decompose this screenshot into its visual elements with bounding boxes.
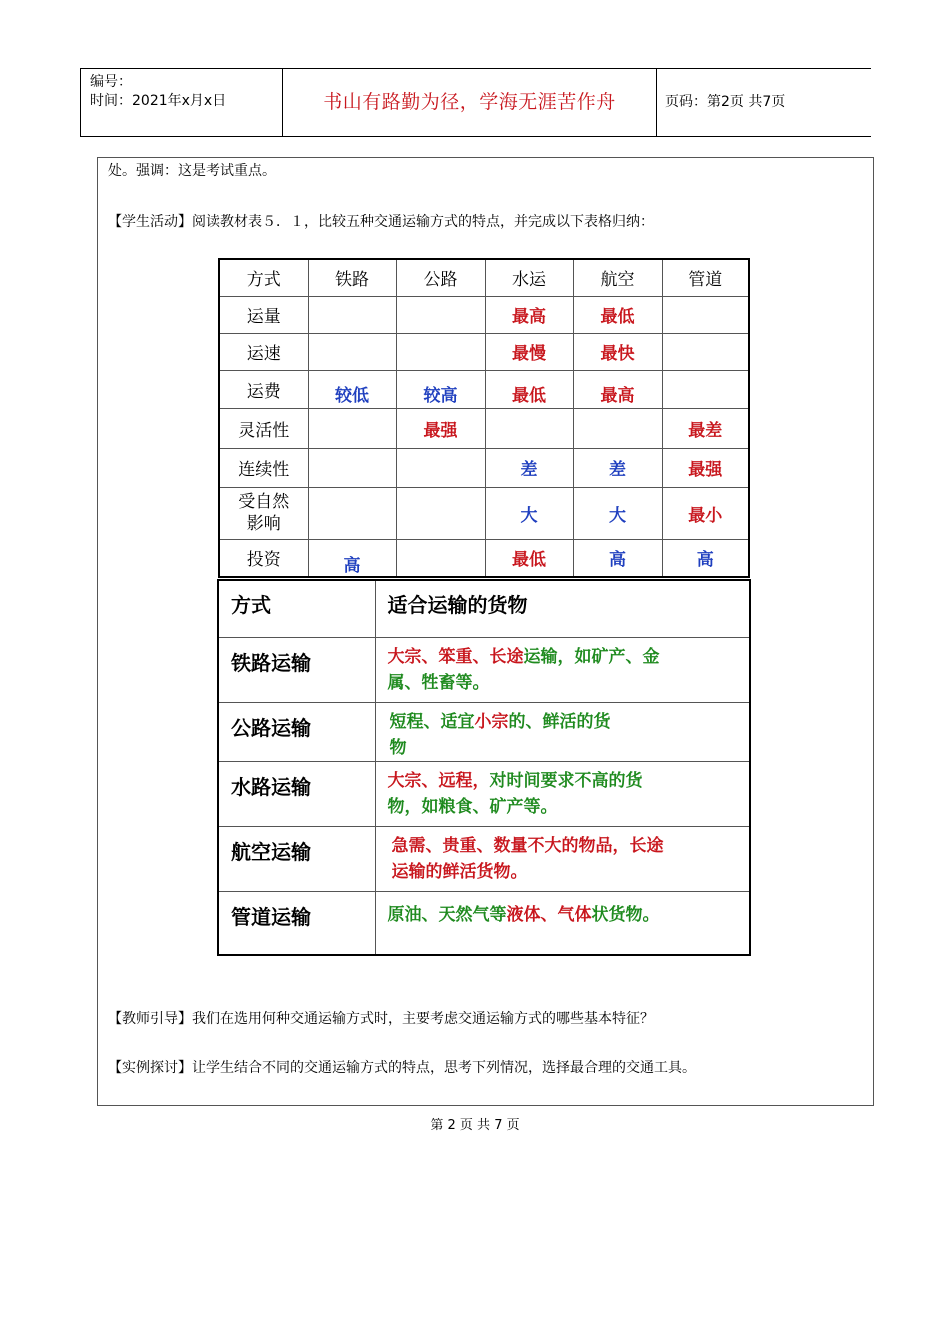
table-cell: 最小	[662, 487, 749, 539]
table-cell: 大	[485, 487, 573, 539]
cargo-header-row	[218, 580, 750, 637]
cargo-mode: 管道运输	[218, 891, 375, 955]
header-cell: 水运	[485, 259, 573, 296]
table-cell: 较高	[396, 370, 485, 408]
cargo-text: 急需、贵重、数量不大的物品，长途	[391, 835, 664, 856]
cargo-goods	[375, 702, 750, 761]
number-label: 编号：	[90, 74, 132, 90]
cargo-row-rail	[218, 637, 750, 702]
cargo-text: 原油、天然气等	[387, 904, 507, 925]
table-cell: 最强	[662, 448, 749, 487]
table-cell	[396, 296, 485, 333]
comparison-table	[218, 258, 750, 578]
header-cell: 铁路	[308, 259, 396, 296]
cargo-mode: 铁路运输	[218, 637, 375, 702]
cargo-header-mode: 方式	[218, 580, 375, 637]
table-cell	[308, 448, 396, 487]
cargo-mode: 水路运输	[218, 761, 375, 826]
table-cell: 最低	[485, 539, 573, 577]
cargo-text: 状货物。	[591, 904, 660, 925]
student-activity: 【学生活动】阅读教材表５．１，比较五种交通运输方式的特点，并完成以下表格归纳：	[108, 214, 654, 230]
cargo-text: 运输，如矿产、金	[523, 646, 660, 667]
row-label: 运费	[219, 370, 308, 408]
table-cell	[396, 539, 485, 577]
table-cell	[396, 333, 485, 370]
cargo-text: 液体、气体	[506, 904, 592, 925]
table-row	[219, 370, 749, 408]
cargo-goods	[375, 761, 750, 826]
header-cell: 方式	[219, 259, 308, 296]
table-header-row	[219, 259, 749, 296]
page-footer: 第 2 页 共 7 页	[430, 1118, 520, 1133]
table-cell: 差	[485, 448, 573, 487]
cargo-text: 对时间要求不高的货	[489, 770, 643, 791]
table-cell: 最差	[662, 408, 749, 448]
table-row	[219, 296, 749, 333]
header-motto: 书山有路勤为径，学海无涯苦作舟	[283, 69, 657, 136]
cargo-table	[217, 579, 751, 956]
table-cell: 大	[573, 487, 662, 539]
table-cell: 高	[662, 539, 749, 577]
table-cell: 较低	[308, 370, 396, 408]
table-cell	[308, 487, 396, 539]
example-discussion: 【实例探讨】让学生结合不同的交通运输方式的特点，思考下列情况，选择最合理的交通工具。	[108, 1060, 696, 1076]
row-label: 连续性	[219, 448, 308, 487]
cargo-text: 的、鲜活的货	[508, 711, 611, 732]
row-label-line: 受自然	[238, 492, 290, 512]
header-cell: 管道	[662, 259, 749, 296]
cargo-text: 属、牲畜等。	[387, 672, 490, 693]
table-cell: 最低	[485, 370, 573, 408]
cargo-row-water	[218, 761, 750, 826]
table-cell	[396, 487, 485, 539]
table-row	[219, 487, 749, 539]
cargo-text: 物	[389, 737, 407, 758]
cargo-text: 大宗、远程，	[387, 770, 490, 791]
table-cell: 最慢	[485, 333, 573, 370]
row-label: 运量	[219, 296, 308, 333]
table-cell	[308, 333, 396, 370]
table-cell: 高	[573, 539, 662, 577]
cargo-text: 运输的鲜活货物。	[391, 861, 528, 882]
row-label: 灵活性	[219, 408, 308, 448]
table-cell: 差	[573, 448, 662, 487]
table-cell: 最强	[396, 408, 485, 448]
table-row	[219, 333, 749, 370]
row-label-line: 影响	[246, 514, 281, 534]
table-cell	[485, 408, 573, 448]
row-label	[219, 487, 308, 539]
table-cell	[662, 296, 749, 333]
time-label: 时间：2021年x月x日	[90, 93, 227, 109]
cargo-mode: 航空运输	[218, 826, 375, 891]
table-cell: 最高	[485, 296, 573, 333]
table-cell: 最快	[573, 333, 662, 370]
cargo-text: 小宗	[474, 711, 509, 732]
cargo-goods	[375, 637, 750, 702]
header-page-code: 页码：第2页 共7页	[665, 94, 786, 110]
table-row	[219, 539, 749, 577]
table-cell	[662, 333, 749, 370]
row-label: 运速	[219, 333, 308, 370]
header-cell: 公路	[396, 259, 485, 296]
teacher-guidance: 【教师引导】我们在选用何种交通运输方式时，主要考虑交通运输方式的哪些基本特征？	[108, 1011, 654, 1027]
header-info-cell	[81, 69, 283, 136]
cargo-row-air	[218, 826, 750, 891]
cargo-row-road	[218, 702, 750, 761]
row-label: 投资	[219, 539, 308, 577]
table-cell	[662, 370, 749, 408]
cargo-text: 物，如粮食、矿产等。	[387, 796, 558, 817]
table-cell: 最高	[573, 370, 662, 408]
intro-line: 处。强调：这是考试重点。	[108, 163, 276, 179]
cargo-row-pipe	[218, 891, 750, 955]
table-row	[219, 448, 749, 487]
table-cell: 高	[308, 539, 396, 577]
cargo-text: 大宗、笨重、长途	[387, 646, 524, 667]
header-cell: 航空	[573, 259, 662, 296]
table-cell: 最低	[573, 296, 662, 333]
cargo-goods	[375, 891, 750, 955]
cargo-mode: 公路运输	[218, 702, 375, 761]
cargo-goods	[375, 826, 750, 891]
document-header	[80, 68, 871, 137]
table-row	[219, 408, 749, 448]
table-cell	[573, 408, 662, 448]
cargo-header-goods: 适合运输的货物	[375, 580, 750, 637]
table-cell	[396, 448, 485, 487]
table-cell	[308, 408, 396, 448]
table-cell	[308, 296, 396, 333]
cargo-text: 短程、适宜	[389, 711, 475, 732]
